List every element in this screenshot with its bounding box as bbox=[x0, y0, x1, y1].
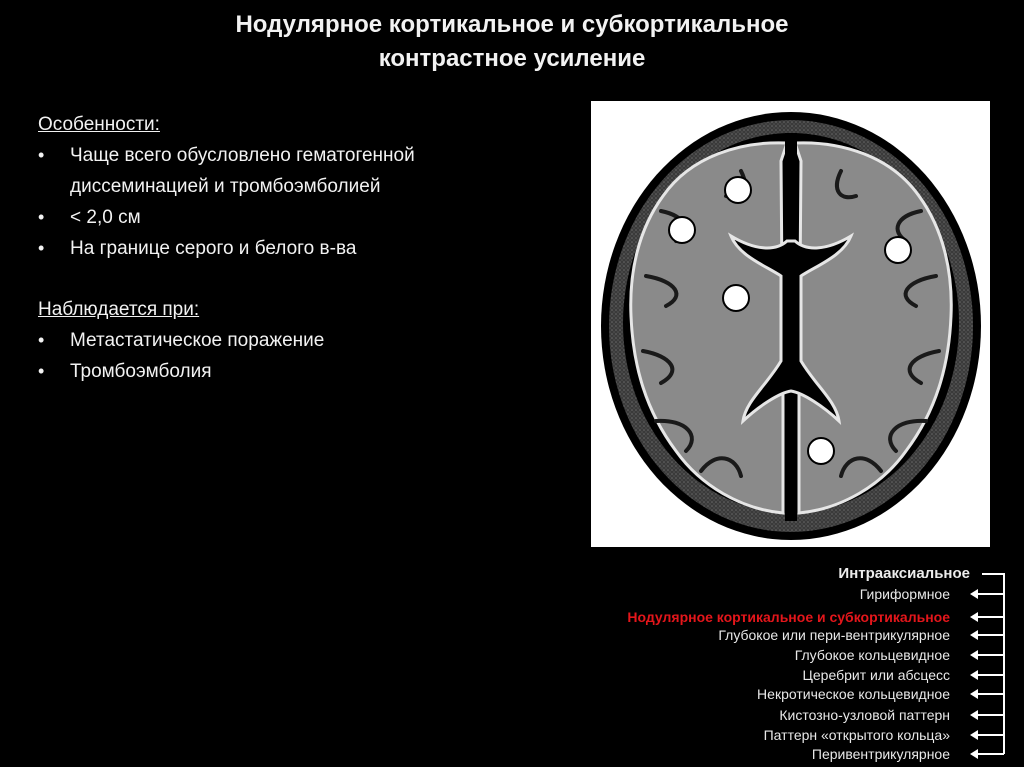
brain-diagram bbox=[591, 101, 990, 547]
classification-item: Кистозно-узловой паттерн bbox=[779, 707, 950, 723]
title-line-2: контрастное усиление bbox=[378, 45, 646, 72]
classification-item: Церебрит или абсцесс bbox=[802, 667, 950, 683]
midline-front bbox=[785, 133, 797, 213]
slide-title bbox=[0, 8, 1024, 76]
features-section bbox=[38, 110, 538, 264]
classification-item: Гириформное bbox=[859, 586, 950, 602]
features-list bbox=[38, 140, 538, 264]
classification-item: Глубокое кольцевидное bbox=[794, 647, 950, 663]
feature-item: • < 2,0 см bbox=[38, 202, 538, 233]
observed-section bbox=[38, 295, 538, 387]
features-heading: Особенности: bbox=[38, 114, 160, 135]
classification-item: Паттерн «открытого кольца» bbox=[763, 727, 950, 743]
classification-item-active: Нодулярное кортикальное и субкортикальное bbox=[627, 609, 950, 625]
observed-item: • Метастатическое поражение bbox=[38, 325, 538, 356]
classification-root: Интрааксиальное bbox=[838, 565, 970, 582]
feature-item: • Чаще всего обусловлено гематогенной диссеминацией и тромбоэмболией bbox=[38, 140, 538, 202]
classification-item: Глубокое или пери-вентрикулярное bbox=[718, 627, 950, 643]
brain-illustration bbox=[591, 101, 990, 547]
classification-item: Перивентрикулярное bbox=[811, 746, 950, 762]
observed-heading: Наблюдается при: bbox=[38, 299, 200, 320]
classification-item: Некротическое кольцевидное bbox=[757, 686, 950, 702]
title-line-1: Нодулярное кортикальное и субкортикальное bbox=[235, 11, 789, 38]
classification-tree bbox=[520, 562, 1012, 767]
observed-item: • Тромбоэмболия bbox=[38, 356, 538, 387]
midline-back bbox=[785, 401, 797, 521]
observed-list bbox=[38, 325, 538, 387]
feature-item: • На границе серого и белого в-ва bbox=[38, 233, 538, 264]
